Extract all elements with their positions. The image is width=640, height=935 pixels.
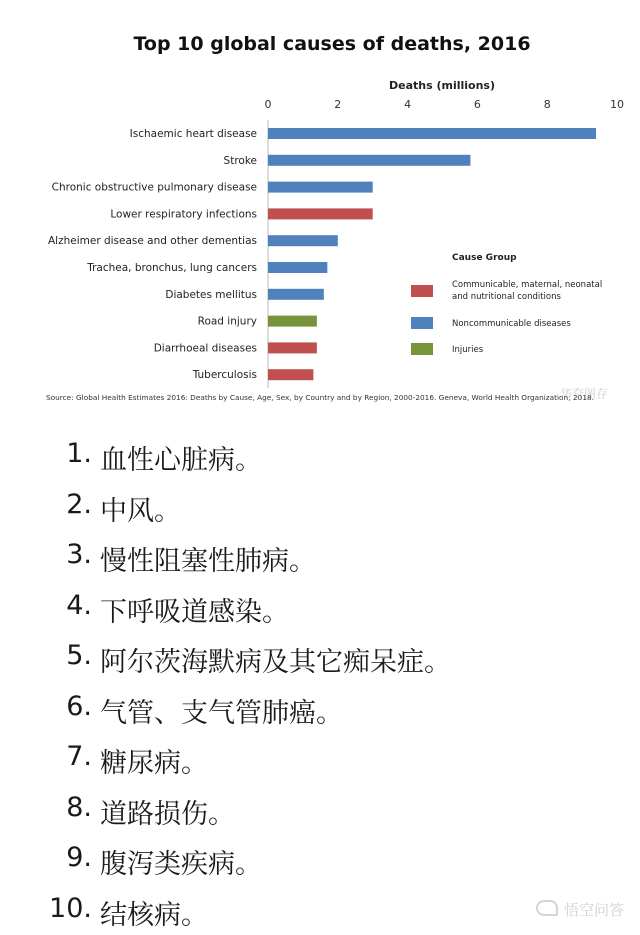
list-text: 道路损伤。: [100, 798, 235, 830]
list-text: 气管、支气管肺癌。: [100, 697, 343, 729]
chat-bubble-icon: [536, 900, 558, 916]
list-text: 阿尔茨海默病及其它痴呆症。: [100, 647, 451, 678]
list-number: 4.: [66, 589, 92, 621]
x-tick-label: 4: [404, 98, 412, 111]
list-item: [0, 632, 640, 682]
bar: [268, 316, 317, 327]
list-text: 糖尿病。: [100, 748, 208, 779]
list-item: [0, 834, 640, 884]
category-label: Road injury: [197, 315, 257, 328]
list-item: [0, 784, 640, 834]
list-text: 慢性阻塞性肺病。: [100, 546, 316, 577]
bar: [268, 155, 470, 166]
chart-watermark: 华夼图存: [560, 387, 609, 401]
category-label: Ischaemic heart disease: [129, 128, 257, 140]
list-item: [0, 531, 640, 581]
list-text: 结核病。: [100, 899, 208, 931]
category-label: Tuberculosis: [192, 369, 257, 382]
bar: [268, 235, 338, 246]
legend-label: Communicable, maternal, neonatal: [452, 280, 603, 290]
list-number: 10.: [49, 892, 92, 924]
legend-label: and nutritional conditions: [452, 292, 561, 302]
category-label: Lower respiratory infections: [110, 208, 257, 221]
x-tick-label: 2: [334, 98, 342, 111]
list-item: [0, 430, 640, 480]
bottom-watermark: [536, 899, 624, 920]
list-number: 2.: [66, 488, 92, 520]
list-number: 1.: [66, 438, 92, 469]
list-text: 血性心脏病。: [100, 445, 262, 476]
bottom-watermark-text: 悟空问答: [563, 901, 624, 919]
legend-label: Noncommunicable diseases: [452, 319, 571, 329]
list-item: [0, 481, 640, 531]
list-item: [0, 582, 640, 632]
bar: [268, 208, 373, 219]
legend-title: Cause Group: [452, 253, 517, 263]
category-label: Trachea, bronchus, lung cancers: [87, 262, 257, 274]
list-item: [0, 733, 640, 783]
list-number: 3.: [66, 539, 92, 570]
list-number: 7.: [66, 741, 92, 772]
list-item: [0, 683, 640, 733]
list-number: 5.: [66, 640, 92, 671]
category-label: Stroke: [223, 154, 257, 167]
list-number: 6.: [66, 690, 92, 722]
bar: [268, 128, 596, 139]
x-axis-label: Deaths (millions): [388, 79, 496, 92]
category-label: Chronic obstructive pulmonary disease: [51, 181, 257, 194]
list-text: 腹泻类疾病。: [100, 849, 262, 880]
bar: [268, 182, 373, 193]
chart: [0, 0, 640, 420]
legend-swatch: [411, 285, 433, 297]
category-label: Diarrhoeal diseases: [153, 342, 257, 355]
legend-swatch: [411, 343, 433, 355]
list-text: 下呼吸道感染。: [100, 596, 289, 628]
x-tick-label: 6: [473, 98, 481, 111]
category-label: Diabetes mellitus: [165, 288, 257, 301]
chart-title: Top 10 global causes of deaths, 2016: [133, 33, 531, 55]
bar: [268, 262, 327, 273]
x-tick-label: 0: [264, 98, 272, 111]
legend-swatch: [411, 317, 433, 329]
source-note: Source: Global Health Estimates 2016: Deaths by Cause, Age, Sex, by Country and by Region, 2000-2016. Geneva, World Health Organization; 2018.: [46, 394, 594, 402]
bar: [268, 342, 317, 353]
x-tick-label: 8: [543, 98, 551, 111]
list-number: 9.: [66, 842, 92, 873]
x-tick-label: 10: [610, 98, 624, 111]
legend-label: Injuries: [452, 345, 484, 355]
bar: [268, 289, 324, 300]
bar: [268, 369, 313, 380]
list-number: 8.: [66, 791, 92, 823]
category-label: Alzheimer disease and other dementias: [47, 235, 257, 248]
list-text: 中风。: [100, 495, 181, 527]
